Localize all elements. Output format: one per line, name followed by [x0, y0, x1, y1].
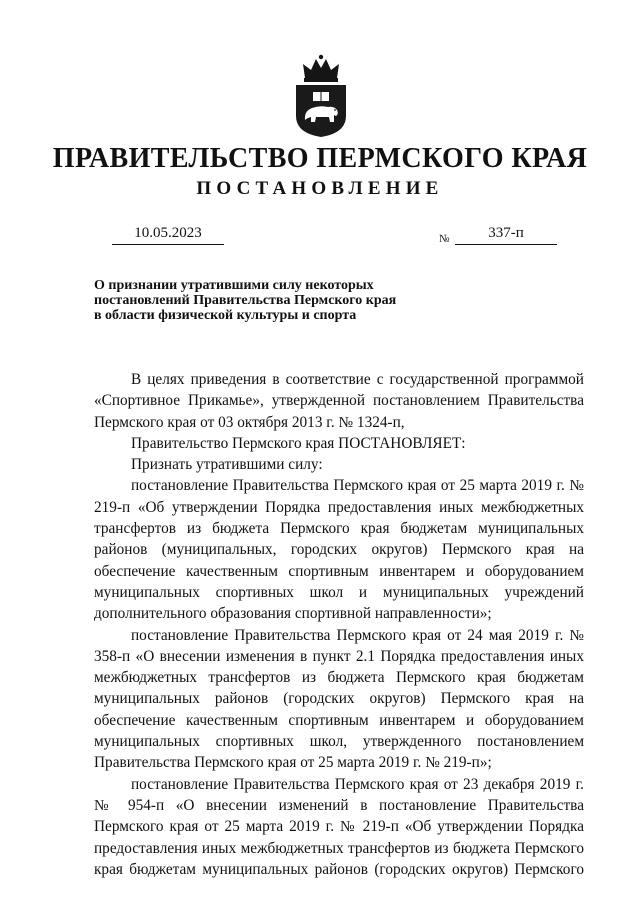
subject-line: в области физической культуры и спорта [94, 308, 357, 323]
subject-line: О признании утратившими силу некоторых [94, 278, 374, 293]
body-paragraph-repeal-intro: Признать утратившими силу: [131, 456, 323, 474]
body-paragraph-resolves: Правительство Пермского края ПОСТАНОВЛЯЕТ: [131, 434, 466, 452]
body-paragraph-item: постановление Правительства Пермского края от 25 марта 2019 г. № 219-п «Об утверждении Порядка предоставления иных межбюджетных трансфертов из бюджета Пермского края бюджетам муниципальных районов (муниципальных, городских округов) Пермского края на обеспечение качественным спортивным инвентарем и оборудованием муниципальных спортивных школ и муниципальных учреждений дополнительного образования спортивной направленности»; [94, 477, 584, 623]
body-paragraph-preamble: В целях приведения в соответствие с государственной программой «Спортивное Прикамье», утвержденной постановлением Правительства Пермского края от 03 октября 2013 г. № 1324-п, [94, 371, 584, 431]
number-sign: № [439, 233, 450, 245]
body-paragraph-item: постановление Правительства Пермского края от 24 мая 2019 г. № 358-п «О внесении изменения в пункт 2.1 Порядка предоставления иных межбюджетных трансфертов из бюджета Пермского края бюджетам муниципальных районов (городских округов) Пермского края на обеспечение качественным спортивным инвентарем и оборудованием муниципальных спортивных школ, утвержденного постановлением Правительства Пермского края от 25 марта 2019 г. № 219-п»; [94, 626, 584, 772]
document-date: 10.05.2023 [112, 224, 224, 245]
document-subject [94, 278, 454, 323]
document-number: 337-п [455, 224, 557, 245]
document-type: ПОСТАНОВЛЕНИЕ [196, 178, 444, 199]
document-body [94, 369, 584, 880]
body-paragraph-item: постановление Правительства Пермского края от 23 декабря 2019 г. № 954-п «О внесении изменений в постановление Правительства Пермского края от 25 марта 2019 г. № 219-п «Об утверждении Порядка предоставления иных межбюджетных трансфертов из бюджета Пермского края бюджетам муниципальных районов (городских округов) Пермского [94, 775, 584, 878]
government-title: ПРАВИТЕЛЬСТВО ПЕРМСКОГО КРАЯ [52, 143, 588, 174]
perm-krai-coat-of-arms-icon [292, 54, 350, 138]
subject-line: постановлений Правительства Пермского края [94, 293, 397, 308]
